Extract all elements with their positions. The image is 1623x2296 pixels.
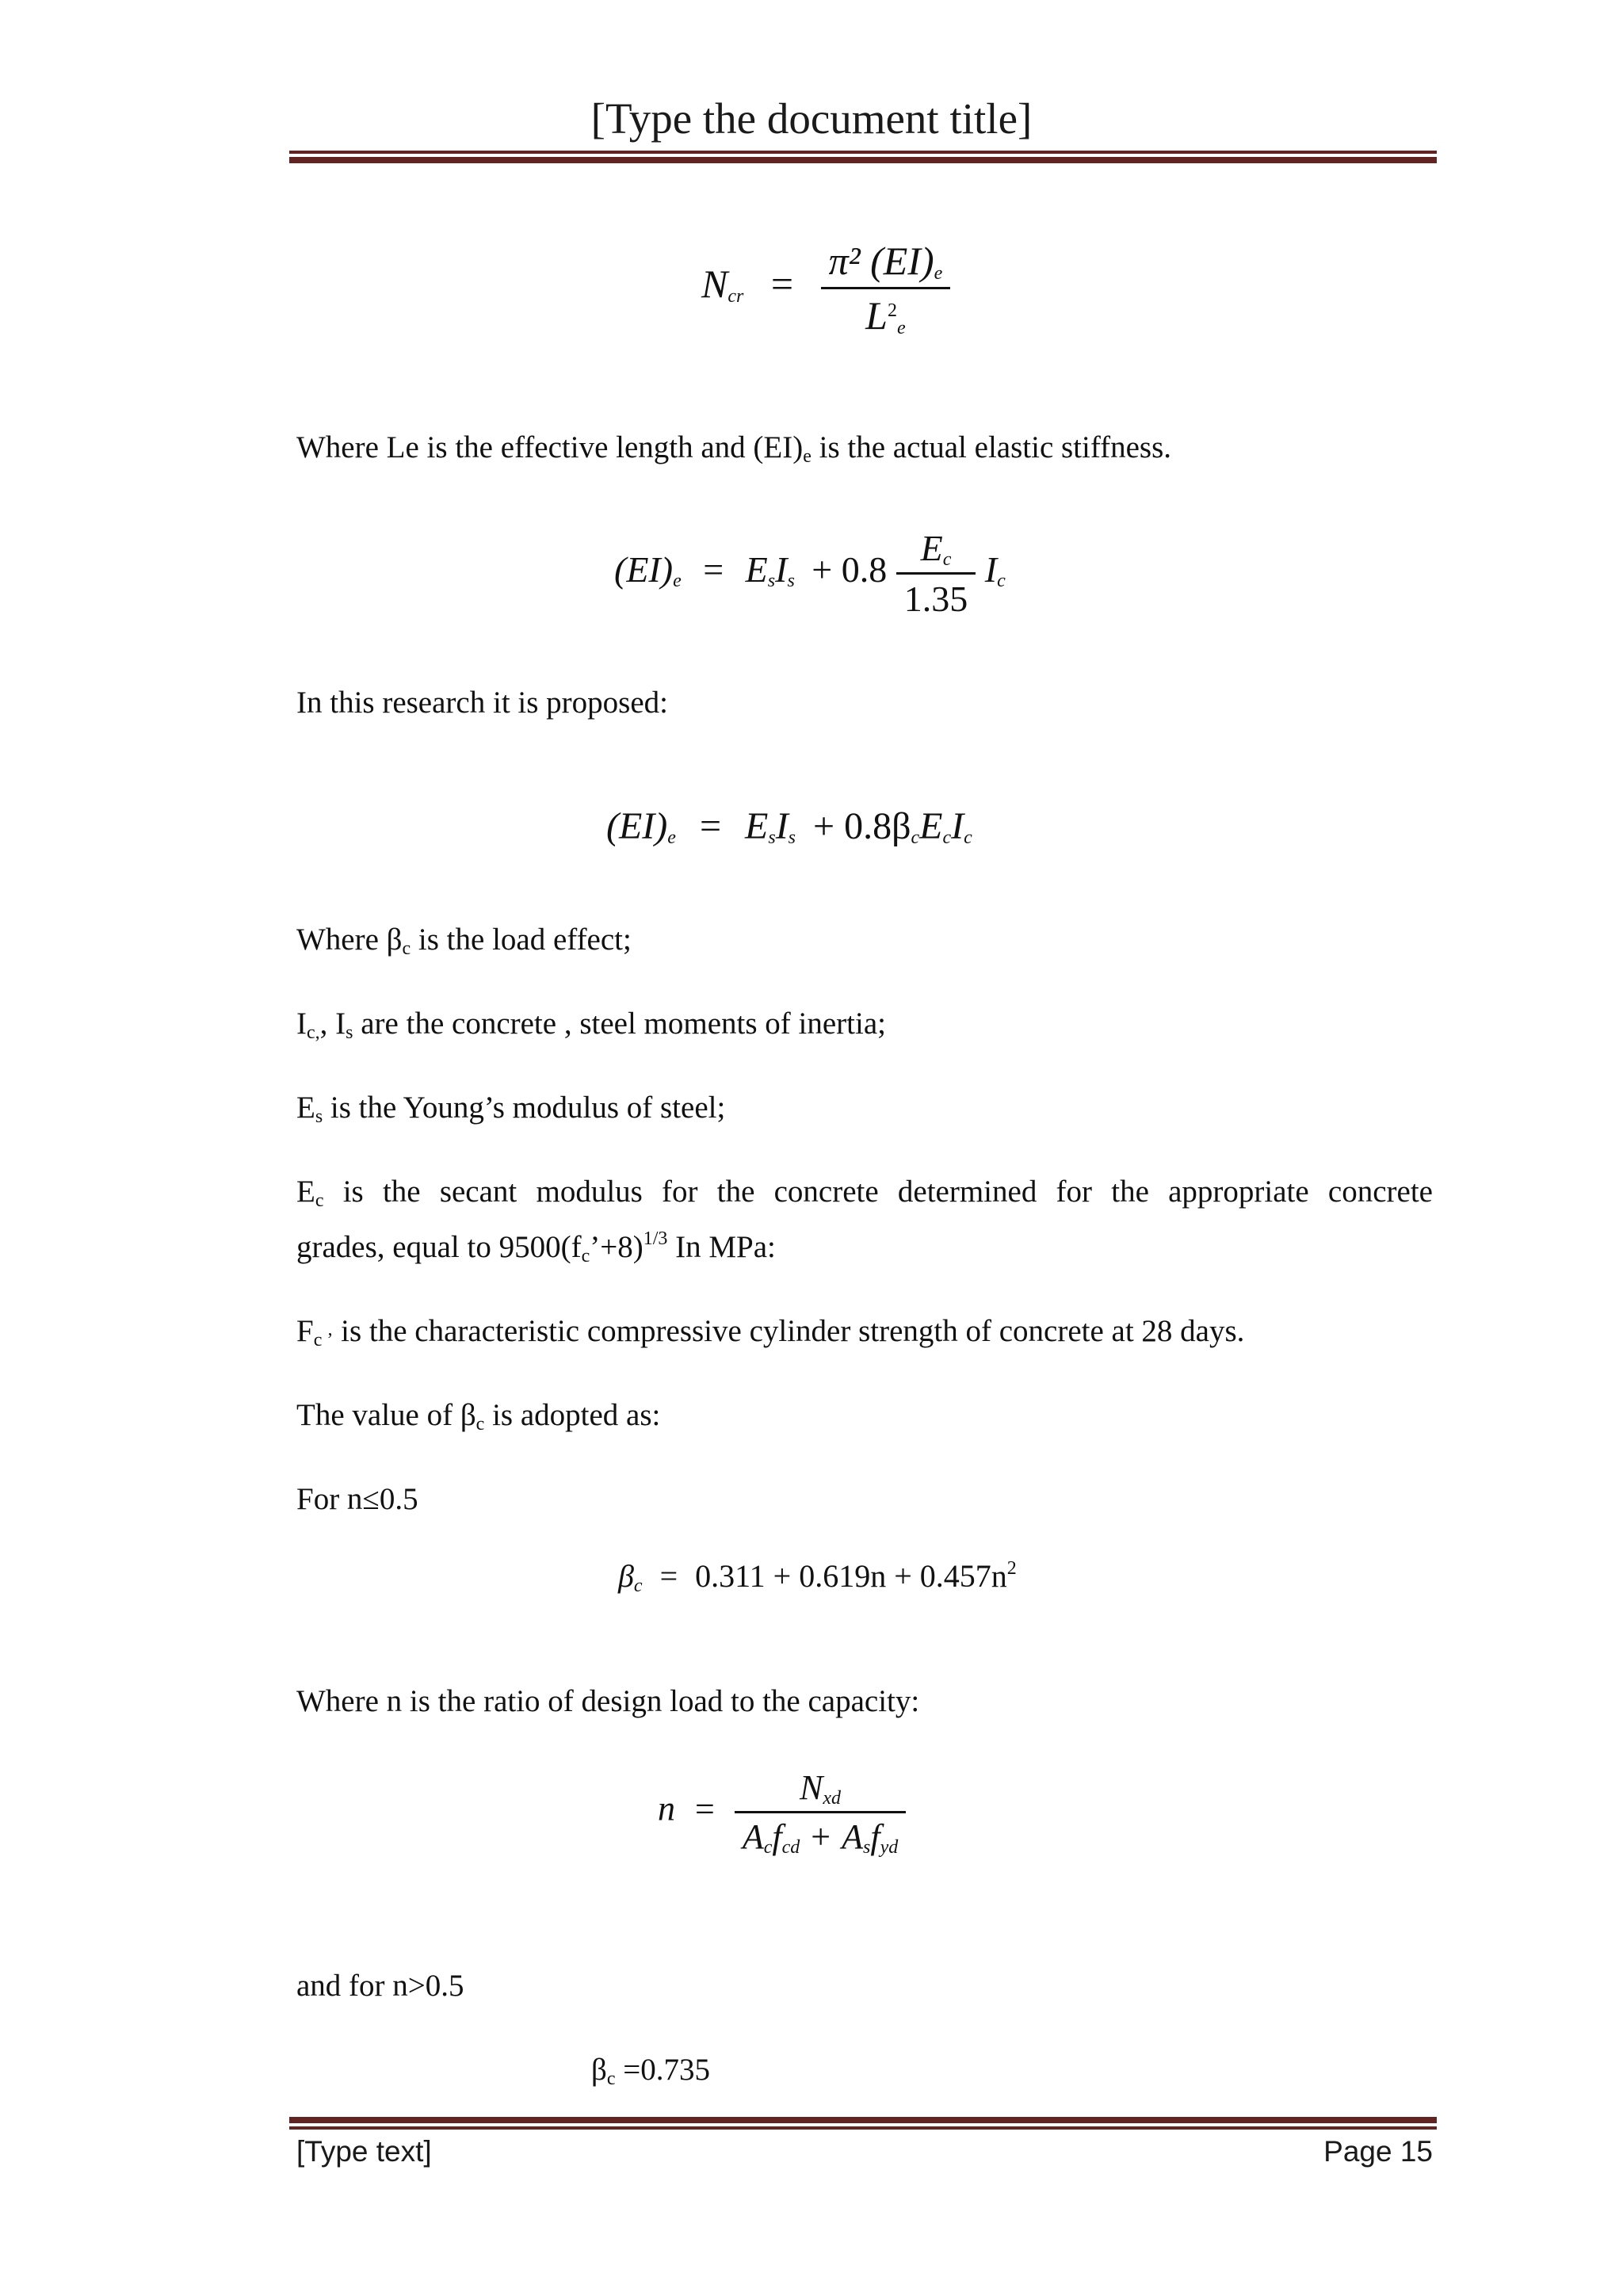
page-number: Page 15 [1323,2135,1433,2168]
paragraph-beta-adopted: The value of $\beta_c$ is adopted as: [296,1398,661,1435]
paragraph-compressive-strength: $F_{c ’}$ is the characteristic compressive cylinder strength of concrete at 28 days. [296,1314,1245,1350]
footer-rule-thick [289,2117,1437,2123]
paragraph-beta-constant: $\beta_c =0.735$ [591,2053,710,2089]
header-rule-thin [289,151,1437,154]
paragraph-moments-of-inertia: $I_{c,}$, $I_s$ are the concrete , steel moments of inertia; [296,1007,886,1043]
paragraph-for-n-le-05: For n≤0.5 [296,1482,418,1516]
eq-ncr-numerator: π² (EI) [828,239,934,283]
eq-ncr-lhs-sub: cr [727,285,744,307]
eq-ncr-numerator-sub: e [934,263,943,284]
paragraph-load-effect: Where $\beta_c$ is the load effect; [296,923,632,959]
paragraph-research-proposal: In this research it is proposed: [296,686,668,720]
equation-load-ratio: n = $\frac{N_{xd}}{A_cf_{cd} + A_sf_{yd}}$ [658,1767,906,1857]
paragraph-for-n-gt-05: and for n>0.5 [296,1969,464,2003]
eq-ncr-den-sub: e [896,318,906,338]
paragraph-secant-modulus: $E_c$ is the secant modulus for the concrete determined for the appropriate concrete [296,1175,1433,1211]
document-title: [Type the document title] [590,94,1033,143]
equation-critical-load: $N_{cr}$ = $\frac{\pi^2 (EI)_e}{L^2_e}$ [701,238,950,338]
footer-text: [Type text] [296,2135,432,2168]
header-rule-thick [289,157,1437,163]
eq-ncr-den-sup: 2 [887,300,897,321]
equation-beta-polynomial: $\beta_c = 0.311 + 0.619n + 0.457n^2$ [618,1558,1017,1596]
eq-ncr-lhs: N [701,261,728,306]
paragraph-youngs-modulus: $E_s$ is the Young’s modulus of steel; [296,1091,726,1127]
equation-elastic-stiffness: $(EI)_e = E_sI_s + 0.8$ $\frac{E_c}{1.35}$ $I_c$ [614,528,1006,619]
paragraph-concrete-grades: grades, equal to $9500(f_c’+8)^{1/3}$ In MPa: [296,1228,776,1266]
eq-ncr-denominator: L [865,293,888,338]
eq-ncr-fraction [821,238,951,338]
paragraph-effective-length: Where Le is the effective length and $(EI)_e$ is the actual elastic stiffness. [296,430,1172,467]
paragraph-ratio-definition: Where n is the ratio of design load to the capacity: [296,1684,920,1718]
footer-rule-thin [289,2126,1437,2130]
equation-proposed-stiffness: $(EI)_e = E_sI_s + 0.8\beta_cE_cI_c$ [606,805,972,848]
